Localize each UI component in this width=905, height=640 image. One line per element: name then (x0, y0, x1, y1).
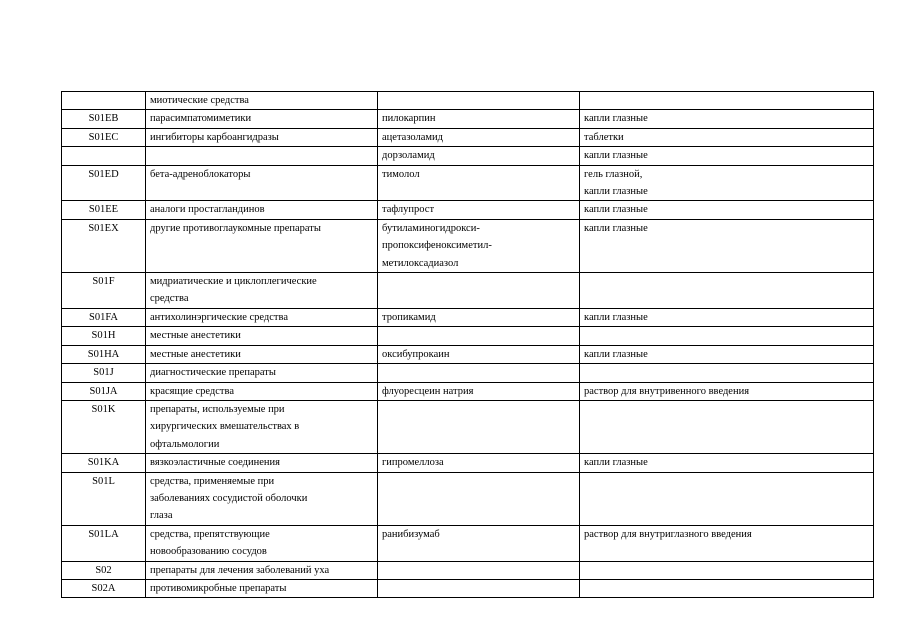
cell-text-line: дорзоламид (382, 150, 435, 162)
pharm-group-cell (146, 345, 378, 363)
table-row (62, 327, 874, 345)
cell-text-line: тимолол (382, 168, 420, 180)
dosage-form-cell (580, 382, 874, 400)
table-row (62, 364, 874, 382)
cell-text-line: метилоксадиазол (382, 257, 459, 269)
table-row (62, 128, 874, 146)
cell-text-line: средства, применяемые при (150, 475, 275, 487)
atc-code-cell (62, 273, 146, 309)
pharm-group-cell (146, 165, 378, 201)
atc-code-cell (62, 579, 146, 597)
dosage-form-cell (580, 147, 874, 165)
pharm-group-cell (146, 92, 378, 110)
table-row (62, 147, 874, 165)
atc-code-cell (62, 308, 146, 326)
cell-text-line: раствор для внутриглазного введения (584, 528, 752, 540)
table-row (62, 92, 874, 110)
cell-text-line: местные анестетики (150, 330, 241, 342)
table-row (62, 382, 874, 400)
dosage-form-cell (580, 345, 874, 363)
table-row (62, 561, 874, 579)
cell-text-line: капли глазные (584, 204, 648, 216)
cell-text-line: мидриатические и циклоплегические (150, 276, 317, 288)
pharm-group-cell (146, 110, 378, 128)
cell-text-line: S01L (92, 475, 115, 487)
table-row (62, 525, 874, 561)
cell-text-line: капли глазные (584, 348, 648, 360)
dosage-form-cell (580, 561, 874, 579)
cell-text-line: S01FA (89, 311, 118, 323)
cell-text-line: препараты для лечения заболеваний уха (150, 564, 330, 576)
cell-text-line: S01JA (89, 385, 118, 397)
cell-text-line: гипромеллоза (382, 457, 444, 469)
substance-cell (378, 400, 580, 453)
cell-text-line: бета-адреноблокаторы (150, 168, 251, 180)
cell-text-line: капли глазные (584, 186, 648, 198)
cell-text-line: капли глазные (584, 150, 648, 162)
pharm-group-cell (146, 308, 378, 326)
substance-cell (378, 579, 580, 597)
pharm-group-cell (146, 327, 378, 345)
dosage-form-cell (580, 92, 874, 110)
dosage-form-cell (580, 201, 874, 219)
dosage-form-cell (580, 308, 874, 326)
atc-code-cell (62, 345, 146, 363)
pharm-group-cell (146, 147, 378, 165)
dosage-form-cell (580, 400, 874, 453)
table-row (62, 165, 874, 201)
pharm-group-cell (146, 400, 378, 453)
substance-cell (378, 92, 580, 110)
dosage-form-cell (580, 219, 874, 272)
table-row (62, 201, 874, 219)
dosage-form-cell (580, 110, 874, 128)
atc-code-cell (62, 201, 146, 219)
substance-cell (378, 308, 580, 326)
substance-cell (378, 454, 580, 472)
cell-text-line: S02 (95, 564, 112, 576)
atc-code-cell (62, 128, 146, 146)
substance-cell (378, 147, 580, 165)
pharm-group-cell (146, 128, 378, 146)
table-row (62, 579, 874, 597)
cell-text-line: S01EX (88, 222, 119, 234)
pharm-group-cell (146, 201, 378, 219)
dosage-form-cell (580, 364, 874, 382)
pharm-group-cell (146, 219, 378, 272)
cell-text-line: противомикробные препараты (150, 582, 287, 594)
pharm-group-cell (146, 454, 378, 472)
cell-text-line: тропикамид (382, 311, 436, 323)
cell-text-line: капли глазные (584, 113, 648, 125)
atc-code-cell (62, 364, 146, 382)
table-body (62, 92, 874, 598)
pharm-group-cell (146, 364, 378, 382)
cell-text-line: красящие средства (150, 385, 234, 397)
table-row (62, 472, 874, 525)
cell-text-line: местные анестетики (150, 348, 241, 360)
cell-text-line: капли глазные (584, 222, 648, 234)
atc-code-cell (62, 472, 146, 525)
cell-text-line: парасимпатомиметики (150, 113, 252, 125)
drug-table (61, 91, 874, 598)
cell-text-line: вязкоэластичные соединения (150, 457, 280, 469)
cell-text-line: препараты, используемые при (150, 403, 285, 415)
cell-text-line (66, 92, 141, 109)
cell-text-line: аналоги простагландинов (150, 204, 265, 216)
substance-cell (378, 472, 580, 525)
cell-text-line: ацетазоламид (382, 131, 444, 143)
cell-text-line: S01EC (88, 131, 119, 143)
dosage-form-cell (580, 165, 874, 201)
table-row (62, 110, 874, 128)
cell-text-line: раствор для внутривенного введения (584, 385, 750, 397)
pharm-group-cell (146, 561, 378, 579)
substance-cell (378, 273, 580, 309)
atc-code-cell (62, 454, 146, 472)
cell-text-line: новообразованию сосудов (150, 546, 267, 558)
cell-text-line: другие противоглаукомные препараты (150, 222, 321, 234)
cell-text-line: оксибупрокаин (382, 348, 450, 360)
substance-cell (378, 128, 580, 146)
cell-text-line: бутиламиногидрокси- (382, 222, 480, 234)
cell-text-line: средства, препятствующие (150, 528, 270, 540)
pharm-group-cell (146, 579, 378, 597)
cell-text-line: S01HA (87, 348, 120, 360)
atc-code-cell (62, 92, 146, 110)
cell-text-line: глаза (150, 510, 173, 522)
cell-text-line: S01H (91, 330, 116, 342)
cell-text-line: тафлупрост (382, 204, 435, 216)
dosage-form-cell (580, 273, 874, 309)
pharm-group-cell (146, 472, 378, 525)
atc-code-cell (62, 219, 146, 272)
cell-text-line: S01EB (88, 113, 119, 125)
substance-cell (378, 110, 580, 128)
dosage-form-cell (580, 472, 874, 525)
cell-text-line: S01F (92, 276, 115, 288)
cell-text-line: капли глазные (584, 457, 648, 469)
dosage-form-cell (580, 525, 874, 561)
atc-code-cell (62, 561, 146, 579)
substance-cell (378, 364, 580, 382)
pharm-group-cell (146, 273, 378, 309)
cell-text-line: заболеваниях сосудистой оболочки (150, 492, 308, 504)
atc-code-cell (62, 400, 146, 453)
cell-text-line: миотические средства (150, 95, 249, 106)
atc-code-cell (62, 147, 146, 165)
substance-cell (378, 525, 580, 561)
table-row (62, 219, 874, 272)
pharm-group-cell (146, 525, 378, 561)
dosage-form-cell (580, 579, 874, 597)
substance-cell (378, 561, 580, 579)
cell-text-line: S01K (91, 403, 116, 415)
cell-text-line: антихолинэргические средства (150, 311, 288, 323)
cell-text-line: пропоксифеноксиметил- (382, 240, 492, 252)
atc-code-cell (62, 382, 146, 400)
cell-text-line: диагностические препараты (150, 367, 276, 379)
table-row (62, 308, 874, 326)
substance-cell (378, 201, 580, 219)
cell-text-line: ранибизумаб (382, 528, 440, 540)
cell-text-line: S02A (91, 582, 116, 594)
cell-text-line: офтальмологии (150, 438, 220, 450)
substance-cell (378, 219, 580, 272)
cell-text-line: средства (150, 293, 189, 305)
atc-code-cell (62, 165, 146, 201)
substance-cell (378, 327, 580, 345)
table-row (62, 345, 874, 363)
dosage-form-cell (580, 327, 874, 345)
cell-text-line: хирургических вмешательствах в (150, 421, 300, 433)
cell-text-line: S01EE (88, 204, 119, 216)
atc-code-cell (62, 525, 146, 561)
substance-cell (378, 165, 580, 201)
pharm-group-cell (146, 382, 378, 400)
cell-text-line: S01LA (88, 528, 119, 540)
substance-cell (378, 382, 580, 400)
cell-text-line: пилокарпин (382, 113, 436, 125)
table-row (62, 273, 874, 309)
cell-text-line: таблетки (584, 131, 624, 143)
atc-code-cell (62, 327, 146, 345)
atc-code-cell (62, 110, 146, 128)
substance-cell (378, 345, 580, 363)
cell-text-line (66, 147, 141, 164)
cell-text-line: ингибиторы карбоангидразы (150, 131, 279, 143)
cell-text-line: S01J (93, 367, 114, 379)
cell-text-line: гель глазной, (584, 168, 643, 180)
dosage-form-cell (580, 454, 874, 472)
table-row (62, 400, 874, 453)
table-row (62, 454, 874, 472)
dosage-form-cell (580, 128, 874, 146)
cell-text-line: S01KA (87, 457, 120, 469)
cell-text-line: S01ED (88, 168, 119, 180)
cell-text-line: флуоресцеин натрия (382, 385, 474, 397)
cell-text-line: капли глазные (584, 311, 648, 323)
